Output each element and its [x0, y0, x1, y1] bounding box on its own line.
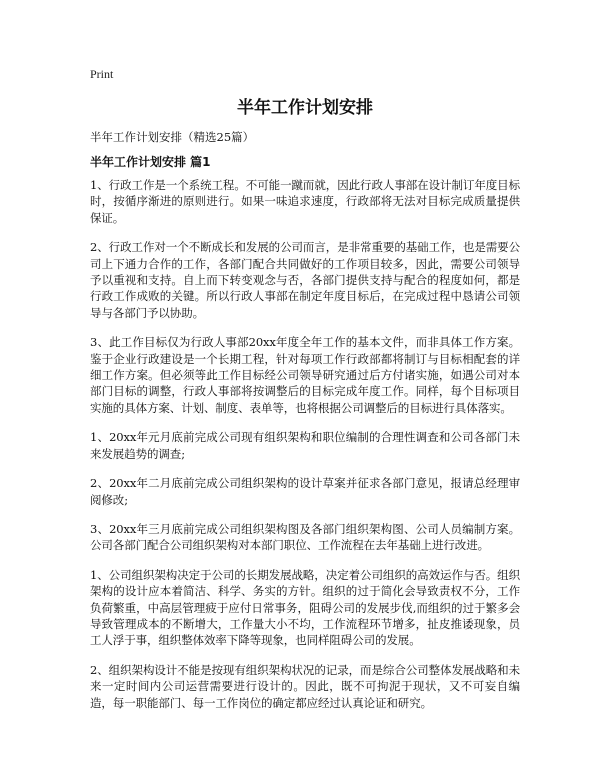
- document-title: 半年工作计划安排: [237, 98, 373, 118]
- paragraph: 2、20xx年二月底前完成公司组织架构的设计草案并征求各部门意见，报请总经理审阅修改;: [90, 476, 520, 507]
- paragraph: 3、20xx年三月底前完成公司组织架构图及各部门组织架构图、公司人员编制方案。公司各部门配合公司组织架构对本部门职位、工作流程在去年基础上进行改进。: [90, 521, 520, 553]
- section-heading: 半年工作计划安排 篇1: [90, 155, 211, 169]
- paragraph: 1、行政工作是一个系统工程。不可能一蹴而就，因此行政人事部在设计制订年度目标时，按循序渐进的原则进行。如果一味追求速度，行政部将无法对目标完成质量提供保证。: [90, 178, 520, 225]
- paragraph: 2、组织架构设计不能是按现有组织架构状况的记录，而是综合公司整体发展战略和未来一定时间内公司运营需要进行设计的。因此，既不可拘泥于现状，又不可妄自编造，每一职能部门、每一工作岗位的确定都应经过认真论证和研究。: [90, 662, 520, 710]
- document-subtitle: 半年工作计划安排（精选25篇）: [90, 130, 255, 144]
- paragraph: 2、行政工作对一个不断成长和发展的公司而言，是非常重要的基础工作，也是需要公司上下通力合作的工作，各部门配合共同做好的工作项目较多，因此，需要公司领导予以重视和支持。自上而下转变观念与否，各部门提供支持与配合的程度如何，都是行政工作成败的关键。所以行政人事部在制定年度目标后，在完成过程中恳请公司领导与各部门予以协助。: [90, 240, 520, 320]
- paragraph: 1、20xx年元月底前完成公司现有组织架构和职位编制的合理性调查和公司各部门未来发展趋势的调查;: [90, 430, 520, 461]
- print-link[interactable]: Print: [90, 67, 114, 81]
- paragraph: 1、公司组织架构决定于公司的长期发展战略，决定着公司组织的高效运作与否。组织架构的设计应本着简洁、科学、务实的方针。组织的过于简化会导致责权不分，工作负荷繁重，中高层管理疲于应付日常事务，阻碍公司的发展步伐,而组织的过于繁多会导致管理成本的不断增大，工作量大小不均，工作流程环节增多，扯皮推诿现象，员工人浮于事，组织整体效率下降等现象，也同样阻碍公司的发展。: [90, 567, 520, 648]
- paragraph: 3、此工作目标仅为行政人事部20xx年度全年工作的基本文件，而非具体工作方案。鉴于企业行政建设是一个长期工程，针对每项工作行政部都将制订与目标相配套的详细工作方案。但必须等此工作目标经公司领导研究通过后方付诸实施，如遇公司对本部门目标的调整，行政人事部将按调整后的目标完成年度工作。同样，每个目标项目实施的具体方案、计划、制度、表单等，也将根据公司调整后的目标进行具体落实。: [90, 335, 520, 415]
